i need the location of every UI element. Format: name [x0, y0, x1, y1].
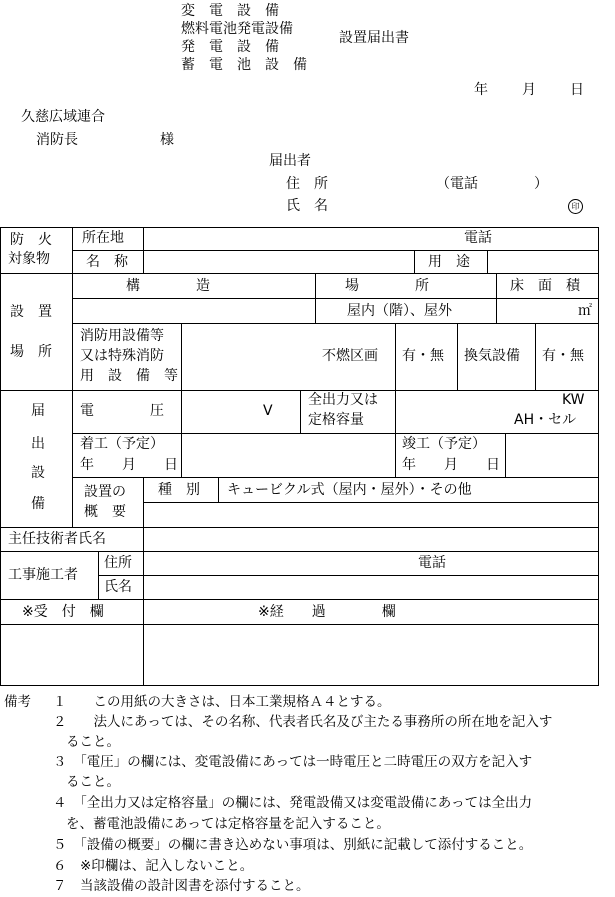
volt-unit: V: [263, 403, 273, 419]
fire-equipment-label-3: 用 設 備 等: [80, 368, 178, 384]
phone-label: 電話: [464, 230, 492, 246]
notifier-name-label: 氏 名: [286, 198, 328, 214]
equipment-type-4: 蓄 電 池 設 備: [181, 57, 307, 73]
contractor-name-label: 氏名: [104, 579, 132, 595]
ah-cell-unit: AH・セル: [514, 412, 577, 428]
square-meter-unit: ㎡: [578, 303, 592, 319]
summary-label-2: 概 要: [84, 504, 126, 520]
document-title-suffix: 設置届出書: [339, 30, 409, 46]
voltage-label: 電 圧: [80, 403, 164, 419]
date-month: 月: [522, 82, 536, 98]
capacity-label: 全出力又は: [308, 392, 378, 408]
notified-equipment-char-3: 設: [31, 465, 45, 481]
use-label: 用 途: [428, 254, 470, 270]
notifier-phone-label: （電話 ）: [436, 176, 548, 192]
date-day: 日: [570, 82, 584, 98]
remark-item-2-cont: ること。: [66, 734, 120, 750]
kind-label: 種 別: [158, 482, 200, 498]
noncombustible-label: 不燃区画: [322, 348, 378, 364]
chief-engineer-label: 主任技術者氏名: [8, 531, 106, 547]
fire-equipment-label: 消防用設備等: [80, 328, 164, 344]
name-label: 名 称: [86, 254, 128, 270]
notified-equipment-char-2: 出: [31, 436, 45, 452]
fire-target-label-2: 対象物: [8, 251, 50, 267]
fire-equipment-label-2: 又は特殊消防: [80, 348, 164, 364]
equipment-type-2: 燃料電池発電設備: [181, 21, 293, 37]
seal-icon: 印: [568, 199, 583, 214]
contractor-address-label: 住所: [104, 555, 132, 571]
ventilation-label: 換気設備: [464, 348, 520, 364]
cubicle-text: キュービクル式（屋内・屋外）・その他: [227, 482, 472, 498]
equipment-type-1: 変 電 設 備: [181, 3, 279, 19]
indoor-outdoor-text: 屋内（階）、屋外: [347, 303, 452, 319]
setting-place-label: 設 置: [10, 304, 52, 320]
contractor-label: 工事施工者: [8, 567, 78, 583]
remark-item-6: ６ ※印欄は、記入しないこと。: [53, 858, 254, 874]
remark-item-4: ４ 「全出力又は定格容量」の欄には、発電設備又は変電設備にあっては全出力: [53, 795, 533, 811]
reception-column-header: ※受 付 欄: [22, 604, 104, 620]
remark-item-3: ３ 「電圧」の欄には、変電設備にあっては一時電圧と二時電圧の双方を記入す: [53, 754, 533, 770]
setting-place-label-2: 場 所: [10, 344, 52, 360]
structure-header: 構 造: [126, 278, 210, 294]
date-year: 年: [474, 82, 488, 98]
fire-target-label: 防 火: [10, 232, 52, 248]
remark-item-2: ２ 法人にあっては、その名称、代表者氏名及び主たる事務所の所在地を記入す: [53, 714, 553, 730]
finish-label: 竣工（予定）: [402, 436, 486, 452]
remark-item-3-cont: ること。: [66, 774, 120, 790]
floor-area-header: 床 面 積: [510, 278, 580, 294]
notifier-label: 届出者: [269, 153, 311, 169]
kw-unit: KW: [562, 392, 585, 408]
capacity-label-2: 定格容量: [308, 412, 364, 428]
remark-item-4-cont: を、蓄電池設備にあっては定格容量を記入すること。: [66, 816, 390, 832]
notifier-address-label: 住 所: [286, 176, 328, 192]
equipment-type-3: 発 電 設 備: [181, 39, 279, 55]
place-header: 場 所: [345, 278, 429, 294]
start-label: 着工（予定）: [80, 436, 164, 452]
remarks-label: 備考: [4, 694, 31, 710]
progress-column-header: ※経 過 欄: [258, 604, 396, 620]
remark-item-1: １ この用紙の大きさは、日本工業規格Ａ４とする。: [53, 694, 391, 710]
addressee-org: 久慈広域連合: [21, 109, 105, 125]
notified-equipment-char-4: 備: [31, 496, 45, 512]
summary-label: 設置の: [84, 484, 126, 500]
remark-item-5: ５ 「設備の概要」の欄に書き込めない事項は、別紙に記載して添付すること。: [53, 837, 533, 853]
notified-equipment-char-1: 届: [31, 403, 45, 419]
remark-item-7: ７ 当該設備の設計図書を添付すること。: [53, 878, 310, 894]
noncombustible-yes-no: 有・無: [402, 348, 444, 364]
addressee-honorific: 様: [160, 132, 174, 148]
finish-date-label: 年 月 日: [402, 457, 500, 473]
addressee-title: 消防長: [36, 132, 78, 148]
location-label: 所在地: [82, 230, 124, 246]
contractor-phone-label: 電話: [418, 555, 446, 571]
ventilation-yes-no: 有・無: [542, 348, 584, 364]
start-date-label: 年 月 日: [80, 457, 178, 473]
